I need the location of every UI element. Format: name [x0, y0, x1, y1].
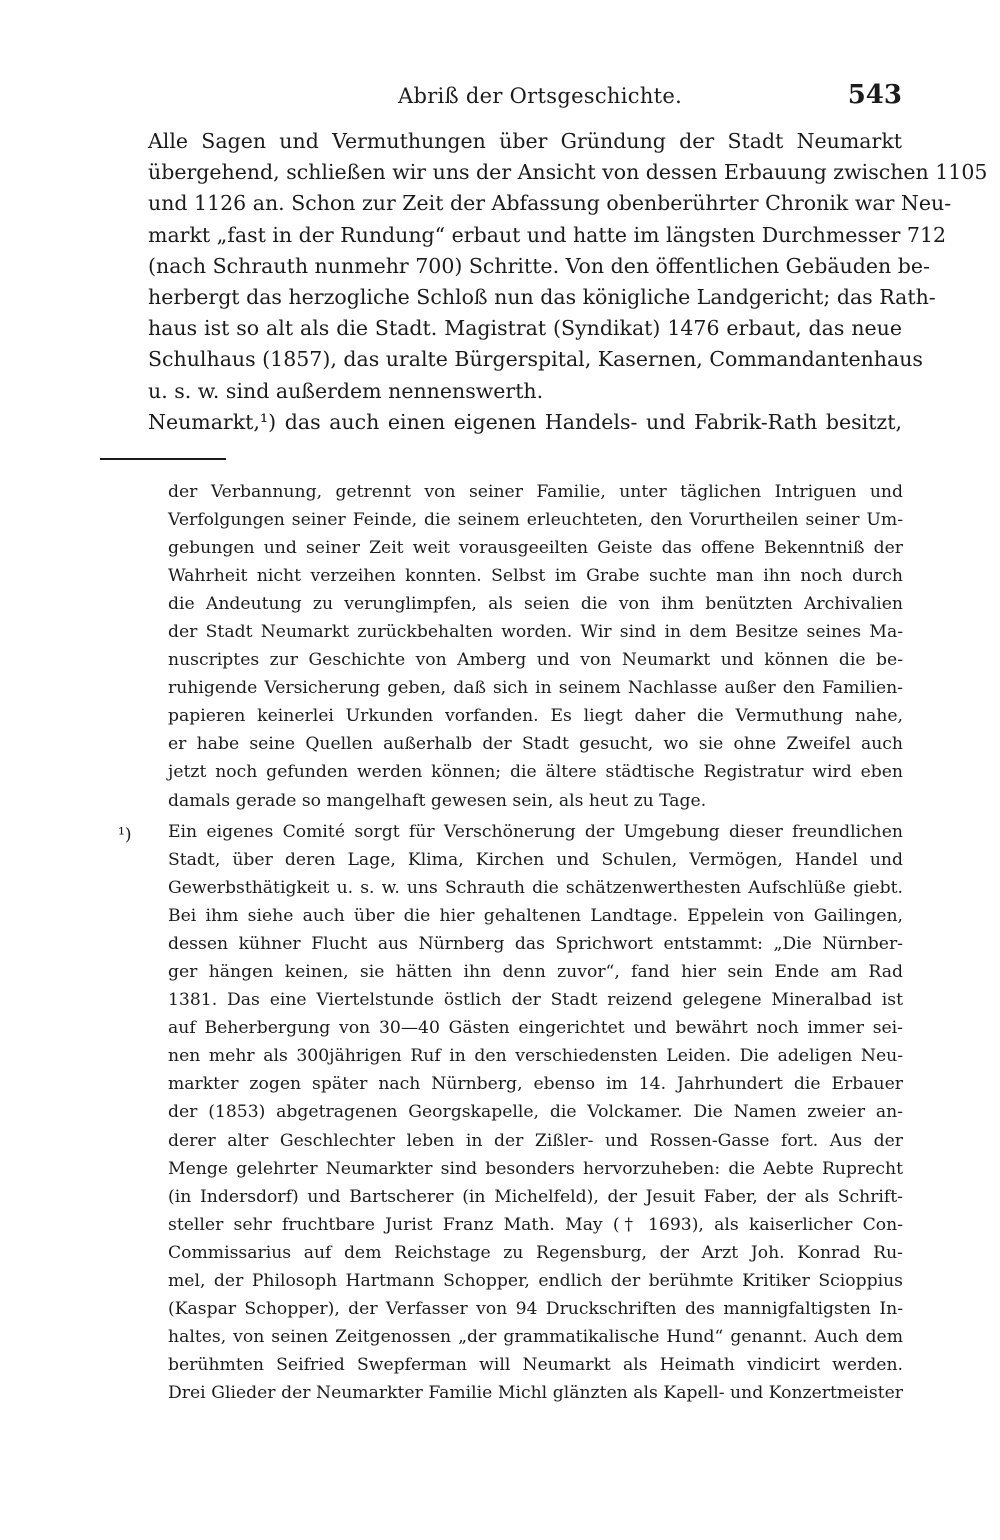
footnote-line: derer alter Geschlechter leben in der Zißler- und Rossen-Gasse fort. Aus der: [168, 1130, 903, 1151]
page-number: 543: [847, 80, 902, 110]
footnote-line: Ein eigenes Comité sorgt für Verschönerung der Umgebung dieser freundlichen: [168, 822, 903, 842]
footnote-line: der Stadt Neumarkt zurückbehalten worden. Wir sind in dem Besitze seines Ma-: [168, 622, 903, 643]
main-text-line: herbergt das herzogliche Schloß nun das königliche Landgericht; das Rath-: [148, 285, 936, 310]
footnote-line: Gewerbsthätigkeit u. s. w. uns Schrauth die schätzenwerthesten Aufschlüße giebt.: [168, 878, 903, 899]
footnote-line: (in Indersdorf) und Bartscherer (in Michelfeld), der Jesuit Faber, der als Schrift-: [168, 1186, 903, 1207]
main-text-line: haus ist so alt als die Stadt. Magistrat (Syndikat) 1476 erbaut, das neue: [148, 316, 902, 341]
footnote-line: dessen kühner Flucht aus Nürnberg das Sprichwort entstammt: „Die Nürnber-: [168, 934, 903, 955]
footnote-line: mel, der Philosoph Hartmann Schopper, endlich der berühmte Kritiker Scioppius: [168, 1270, 903, 1291]
footnote-marker: ¹): [118, 825, 132, 845]
footnote-continuation: [168, 478, 903, 815]
footnote-line: der Verbannung, getrennt von seiner Familie, unter täglichen Intriguen und: [168, 482, 903, 502]
footnote-line: damals gerade so mangelhaft gewesen sein, als heut zu Tage.: [168, 790, 707, 811]
footnote-line: Drei Glieder der Neumarkter Familie Michl glänzten als Kapell- und Konzertmeister: [168, 1382, 903, 1403]
footnote-separator-rule: [100, 458, 226, 460]
footnote-line: ruhigende Versicherung geben, daß sich in seinem Nachlasse außer den Familien-: [168, 678, 903, 699]
footnote-line: Menge gelehrter Neumarkter sind besonders hervorzuheben: die Aebte Ruprecht: [168, 1158, 903, 1179]
footnote-line: die Andeutung zu verunglimpfen, als seien die von ihm benützten Archivalien: [168, 594, 903, 615]
footnote-line: (Kaspar Schopper), der Verfasser von 94 Druckschriften des mannigfaltigsten In-: [168, 1298, 903, 1319]
footnote-line: Commissarius auf dem Reichstage zu Regensburg, der Arzt Joh. Konrad Ru-: [168, 1242, 903, 1263]
footnote-line: nuscriptes zur Geschichte von Amberg und von Neumarkt und können die be-: [168, 650, 903, 671]
footnote-1: [168, 818, 903, 1407]
page-header: [148, 80, 902, 120]
main-text-block: [148, 126, 988, 438]
footnote-line: Bei ihm siehe auch über die hier gehaltenen Landtage. Eppelein von Gailingen,: [168, 906, 903, 927]
footnote-line: Wahrheit nicht verzeihen konnten. Selbst im Grabe suchte man ihn noch durch: [168, 566, 903, 587]
main-text-line: (nach Schrauth nunmehr 700) Schritte. Von den öffentlichen Gebäuden be-: [148, 253, 930, 278]
footnote-line: Stadt, über deren Lage, Klima, Kirchen und Schulen, Vermögen, Handel und: [168, 850, 903, 871]
footnote-line: haltes, von seinen Zeitgenossen „der grammatikalische Hund“ genannt. Auch dem: [168, 1326, 903, 1347]
footnote-line: 1381. Das eine Viertelstunde östlich der Stadt reizend gelegene Mineralbad ist: [168, 990, 903, 1011]
main-text-line: Schulhaus (1857), das uralte Bürgerspital, Kasernen, Commandantenhaus: [148, 347, 923, 372]
footnote-line: berühmten Seifried Swepferman will Neumarkt als Heimath vindicirt werden.: [168, 1354, 903, 1375]
footnote-line: markter zogen später nach Nürnberg, ebenso im 14. Jahrhundert die Erbauer: [168, 1074, 903, 1095]
footnote-line: auf Beherbergung von 30—40 Gästen eingerichtet und bewährt noch immer sei-: [168, 1018, 903, 1039]
main-text-line: markt „fast in der Rundung“ erbaut und hatte im längsten Durchmesser 712: [148, 222, 947, 247]
main-text-line: und 1126 an. Schon zur Zeit der Abfassung obenberührter Chronik war Neu-: [148, 191, 952, 216]
footnote-line: jetzt noch gefunden werden können; die ältere städtische Registratur wird eben: [168, 762, 903, 783]
footnote-line: Verfolgungen seiner Feinde, die seinem erleuchteten, den Vorurtheilen seiner Um-: [168, 510, 903, 531]
footnote-line: papieren keinerlei Urkunden vorfanden. Es liegt daher die Vermuthung nahe,: [168, 706, 903, 727]
main-text-line: Neumarkt,¹) das auch einen eigenen Handels- und Fabrik-Rath besitzt,: [148, 409, 902, 434]
footnote-line: er habe seine Quellen außerhalb der Stadt gesucht, wo sie ohne Zweifel auch: [168, 734, 903, 755]
footnote-line: der (1853) abgetragenen Georgskapelle, die Volckamer. Die Namen zweier an-: [168, 1102, 903, 1123]
main-text-line: übergehend, schließen wir uns der Ansicht von dessen Erbauung zwischen 1105: [148, 160, 988, 185]
running-title: Abriß der Ortsgeschichte.: [398, 84, 683, 108]
main-text-line: u. s. w. sind außerdem nennenswerth.: [148, 378, 544, 403]
main-text-line: Alle Sagen und Vermuthungen über Gründung der Stadt Neumarkt: [148, 129, 902, 153]
footnote-line: gebungen und seiner Zeit weit vorausgeeilten Geiste das offene Bekenntniß der: [168, 538, 903, 559]
footnote-line: nen mehr als 300jährigen Ruf in den verschiedensten Leiden. Die adeligen Neu-: [168, 1046, 903, 1067]
footnote-line: steller sehr fruchtbare Jurist Franz Math. May († 1693), als kaiserlicher Con-: [168, 1214, 903, 1235]
footnote-line: ger hängen keinen, sie hätten ihn denn zuvor“, fand hier sein Ende am Rad: [168, 962, 903, 983]
